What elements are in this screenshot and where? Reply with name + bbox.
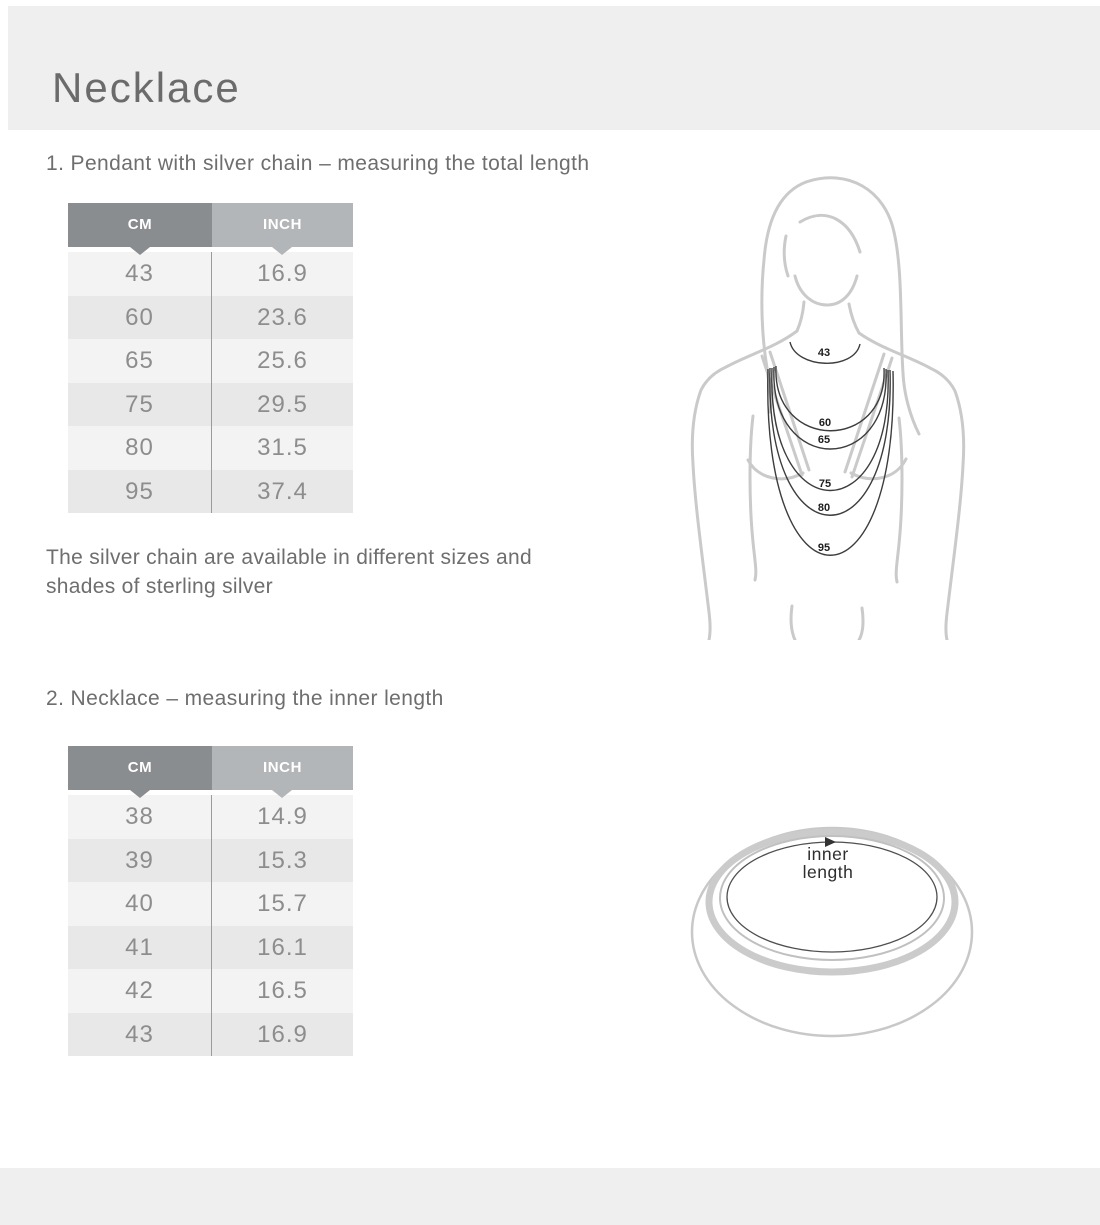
inch-value: 15.7 xyxy=(257,890,308,917)
cm-value: 42 xyxy=(68,969,212,1013)
table-row xyxy=(68,339,353,383)
cm-column-header: CM xyxy=(68,203,212,247)
chain-75-arc xyxy=(772,368,888,491)
inch-value: 14.9 xyxy=(257,803,308,830)
hip-right-line xyxy=(859,608,863,640)
cm-header-pointer-icon xyxy=(130,247,150,255)
table-row xyxy=(68,1013,353,1057)
hair-fringe-line xyxy=(800,215,860,252)
table-row xyxy=(68,296,353,340)
inch-value: 16.5 xyxy=(257,977,308,1004)
inch-value: 15.3 xyxy=(257,846,308,874)
cm-value: 80 xyxy=(68,426,212,470)
chain-label-95: 95 xyxy=(817,542,831,554)
necklace-chains xyxy=(768,342,893,555)
note-line-2: shades of sterling silver xyxy=(46,575,273,598)
cm-value: 38 xyxy=(68,795,212,839)
total-length-table-header xyxy=(68,203,353,247)
chain-label-60: 60 xyxy=(818,417,832,429)
note-line-1: The silver chain are available in different sizes and xyxy=(46,546,532,569)
chain-label-80: 80 xyxy=(817,502,831,514)
page-title: Necklace xyxy=(52,64,241,111)
inch-value: 31.5 xyxy=(257,434,308,461)
inner-length-label-line1: inner xyxy=(807,844,849,864)
table-row xyxy=(68,926,353,970)
section1-heading: 1. Pendant with silver chain – measuring the total length xyxy=(46,152,590,175)
necklace-length-illustration xyxy=(690,170,990,640)
page-footer-band xyxy=(0,1168,1100,1225)
chain-label-65: 65 xyxy=(817,434,831,446)
inner-length-label-line2: length xyxy=(802,862,854,882)
chain-label-75: 75 xyxy=(818,478,832,490)
shoulder-arm-left-line xyxy=(692,331,797,640)
inner-length-illustration xyxy=(685,808,985,1068)
chain-label-43: 43 xyxy=(817,347,831,359)
inch-value: 29.5 xyxy=(257,390,308,418)
inner-length-table-body xyxy=(68,795,353,1056)
inner-length-table-header xyxy=(68,746,353,790)
cm-value: 95 xyxy=(68,470,212,514)
hair-strand-line xyxy=(784,236,788,276)
neck-right-line xyxy=(849,304,859,333)
inch-column-header: INCH xyxy=(212,746,353,790)
cm-value: 40 xyxy=(68,882,212,926)
arm-inner-right-line xyxy=(896,418,902,582)
cm-value: 39 xyxy=(68,839,212,883)
table-row xyxy=(68,252,353,296)
total-length-table xyxy=(68,203,353,513)
inch-value: 23.6 xyxy=(257,303,308,331)
cm-value: 60 xyxy=(68,296,212,340)
inch-value: 16.9 xyxy=(257,260,308,287)
table-row xyxy=(68,969,353,1013)
cm-header-pointer-icon xyxy=(130,790,150,798)
cm-value: 43 xyxy=(68,252,212,296)
inch-column-header: INCH xyxy=(212,203,353,247)
table-row xyxy=(68,383,353,427)
inner-length-table xyxy=(68,746,353,1056)
inch-header-pointer-icon xyxy=(272,247,292,255)
section2-heading: 2. Necklace – measuring the inner length xyxy=(46,687,444,710)
chain-length-labels xyxy=(818,347,831,554)
chest-right-line xyxy=(851,459,906,479)
table-row xyxy=(68,426,353,470)
cm-value: 65 xyxy=(68,339,212,383)
silver-chain-note xyxy=(46,543,532,601)
inch-value: 16.9 xyxy=(257,1020,308,1048)
cm-value: 43 xyxy=(68,1013,212,1057)
page-header-band xyxy=(8,6,1100,130)
hip-left-line xyxy=(791,606,795,640)
cm-value: 41 xyxy=(68,926,212,970)
table-row xyxy=(68,839,353,883)
inch-value: 16.1 xyxy=(257,933,308,961)
inch-header-pointer-icon xyxy=(272,790,292,798)
table-row xyxy=(68,795,353,839)
total-length-table-body xyxy=(68,252,353,513)
neck-left-line xyxy=(797,302,804,331)
inch-value: 37.4 xyxy=(257,477,308,505)
cm-column-header: CM xyxy=(68,746,212,790)
arm-inner-left-line xyxy=(750,416,756,580)
chain-95-arc xyxy=(768,369,893,555)
table-row xyxy=(68,470,353,514)
cm-value: 75 xyxy=(68,383,212,427)
inch-value: 25.6 xyxy=(257,347,308,374)
strap-right-inner-line xyxy=(845,354,884,472)
woman-outline xyxy=(692,178,963,640)
table-row xyxy=(68,882,353,926)
